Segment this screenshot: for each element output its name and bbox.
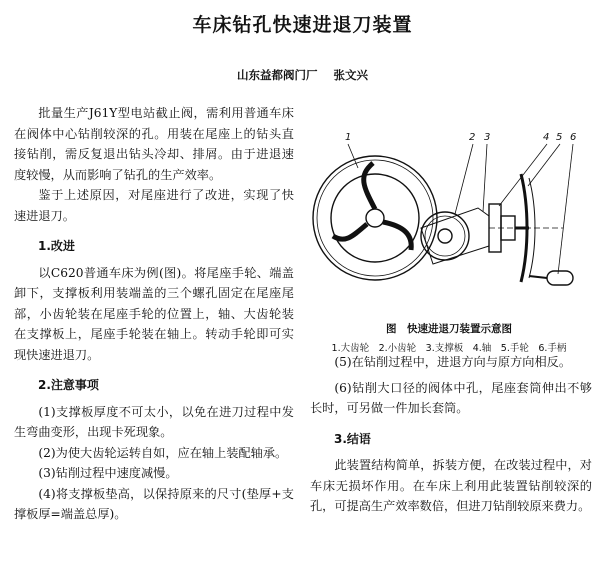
callout-2: 2 (469, 132, 476, 143)
figure-legend: 1.大齿轮 2.小齿轮 3.支撑板 4.轴 5.手轮 6.手柄 (331, 343, 567, 354)
note-item-5: (5)在钻削过程中，进退方向与原方向相反。 (334, 355, 572, 369)
affiliation: 山东益都阀门厂 (236, 68, 318, 82)
section-3-heading: 3.结语 (334, 431, 371, 446)
callout-5: 5 (556, 132, 563, 143)
note-item-4: (4)将支撑板垫高，以保持原来的尺寸(垫厚+支撑板厚=端盖总厚)。 (14, 486, 294, 521)
intro-paragraph-2: 鉴于上述原因，对尾座进行了改进，实现了快速进退刀。 (14, 188, 294, 223)
callout-1: 1 (345, 132, 352, 143)
right-column (310, 352, 592, 517)
author-line (0, 67, 605, 83)
figure-caption: 图 快速进退刀装置示意图 (386, 323, 512, 335)
section-2-heading: 2.注意事项 (38, 378, 99, 392)
section-1-paragraph: 以C620普通车床为例(图)。将尾座手轮、端盖卸下，支撑板利用装端盖的三个螺孔固定在尾座尾部，小齿轮装在尾座手轮的位置上，轴、大齿轮装在支撑板上，尾座手轮装在轴上。转动手轮即可实现快速进退刀。 (14, 265, 294, 362)
author-name: 张文兴 (333, 68, 368, 82)
note-item-2: (2)为使大齿轮运转自如，应在轴上装配轴承。 (38, 445, 288, 460)
note-item-1: (1)支撑板厚度不可太小，以免在进刀过程中发生弯曲变形，出现卡死现象。 (14, 404, 294, 439)
callout-6: 6 (570, 132, 577, 143)
handle (547, 271, 573, 285)
note-item-6: (6)钻削大口径的阀体中孔，尾座套筒伸出不够长时，可另做一件加长套筒。 (310, 380, 592, 415)
intro-paragraph-1: 批量生产J61Y型电站截止阀，需利用普通车床在阀体中心钻削较深的孔。用装在尾座上的钻头直接钻削，需反复退出钻头冷却、排屑。由于进退速度较慢，从而影响了钻孔的生产效率。 (14, 106, 294, 182)
callout-3: 3 (484, 132, 491, 143)
device-diagram (303, 116, 595, 330)
note-item-3: (3)钻削过程中速度减慢。 (38, 466, 178, 480)
callout-4: 4 (543, 132, 550, 143)
section-1-heading: 1.改进 (38, 239, 75, 253)
left-column (14, 103, 294, 525)
section-3-paragraph: 此装置结构简单，拆装方便，在改装过程中，对车床无损坏作用。在车床上利用此装置钻削较深的孔，可提高生产效率数倍，但进刀钻削较原来费力。 (310, 458, 592, 513)
page-title: 车床钻孔快速进退刀装置 (192, 14, 413, 36)
